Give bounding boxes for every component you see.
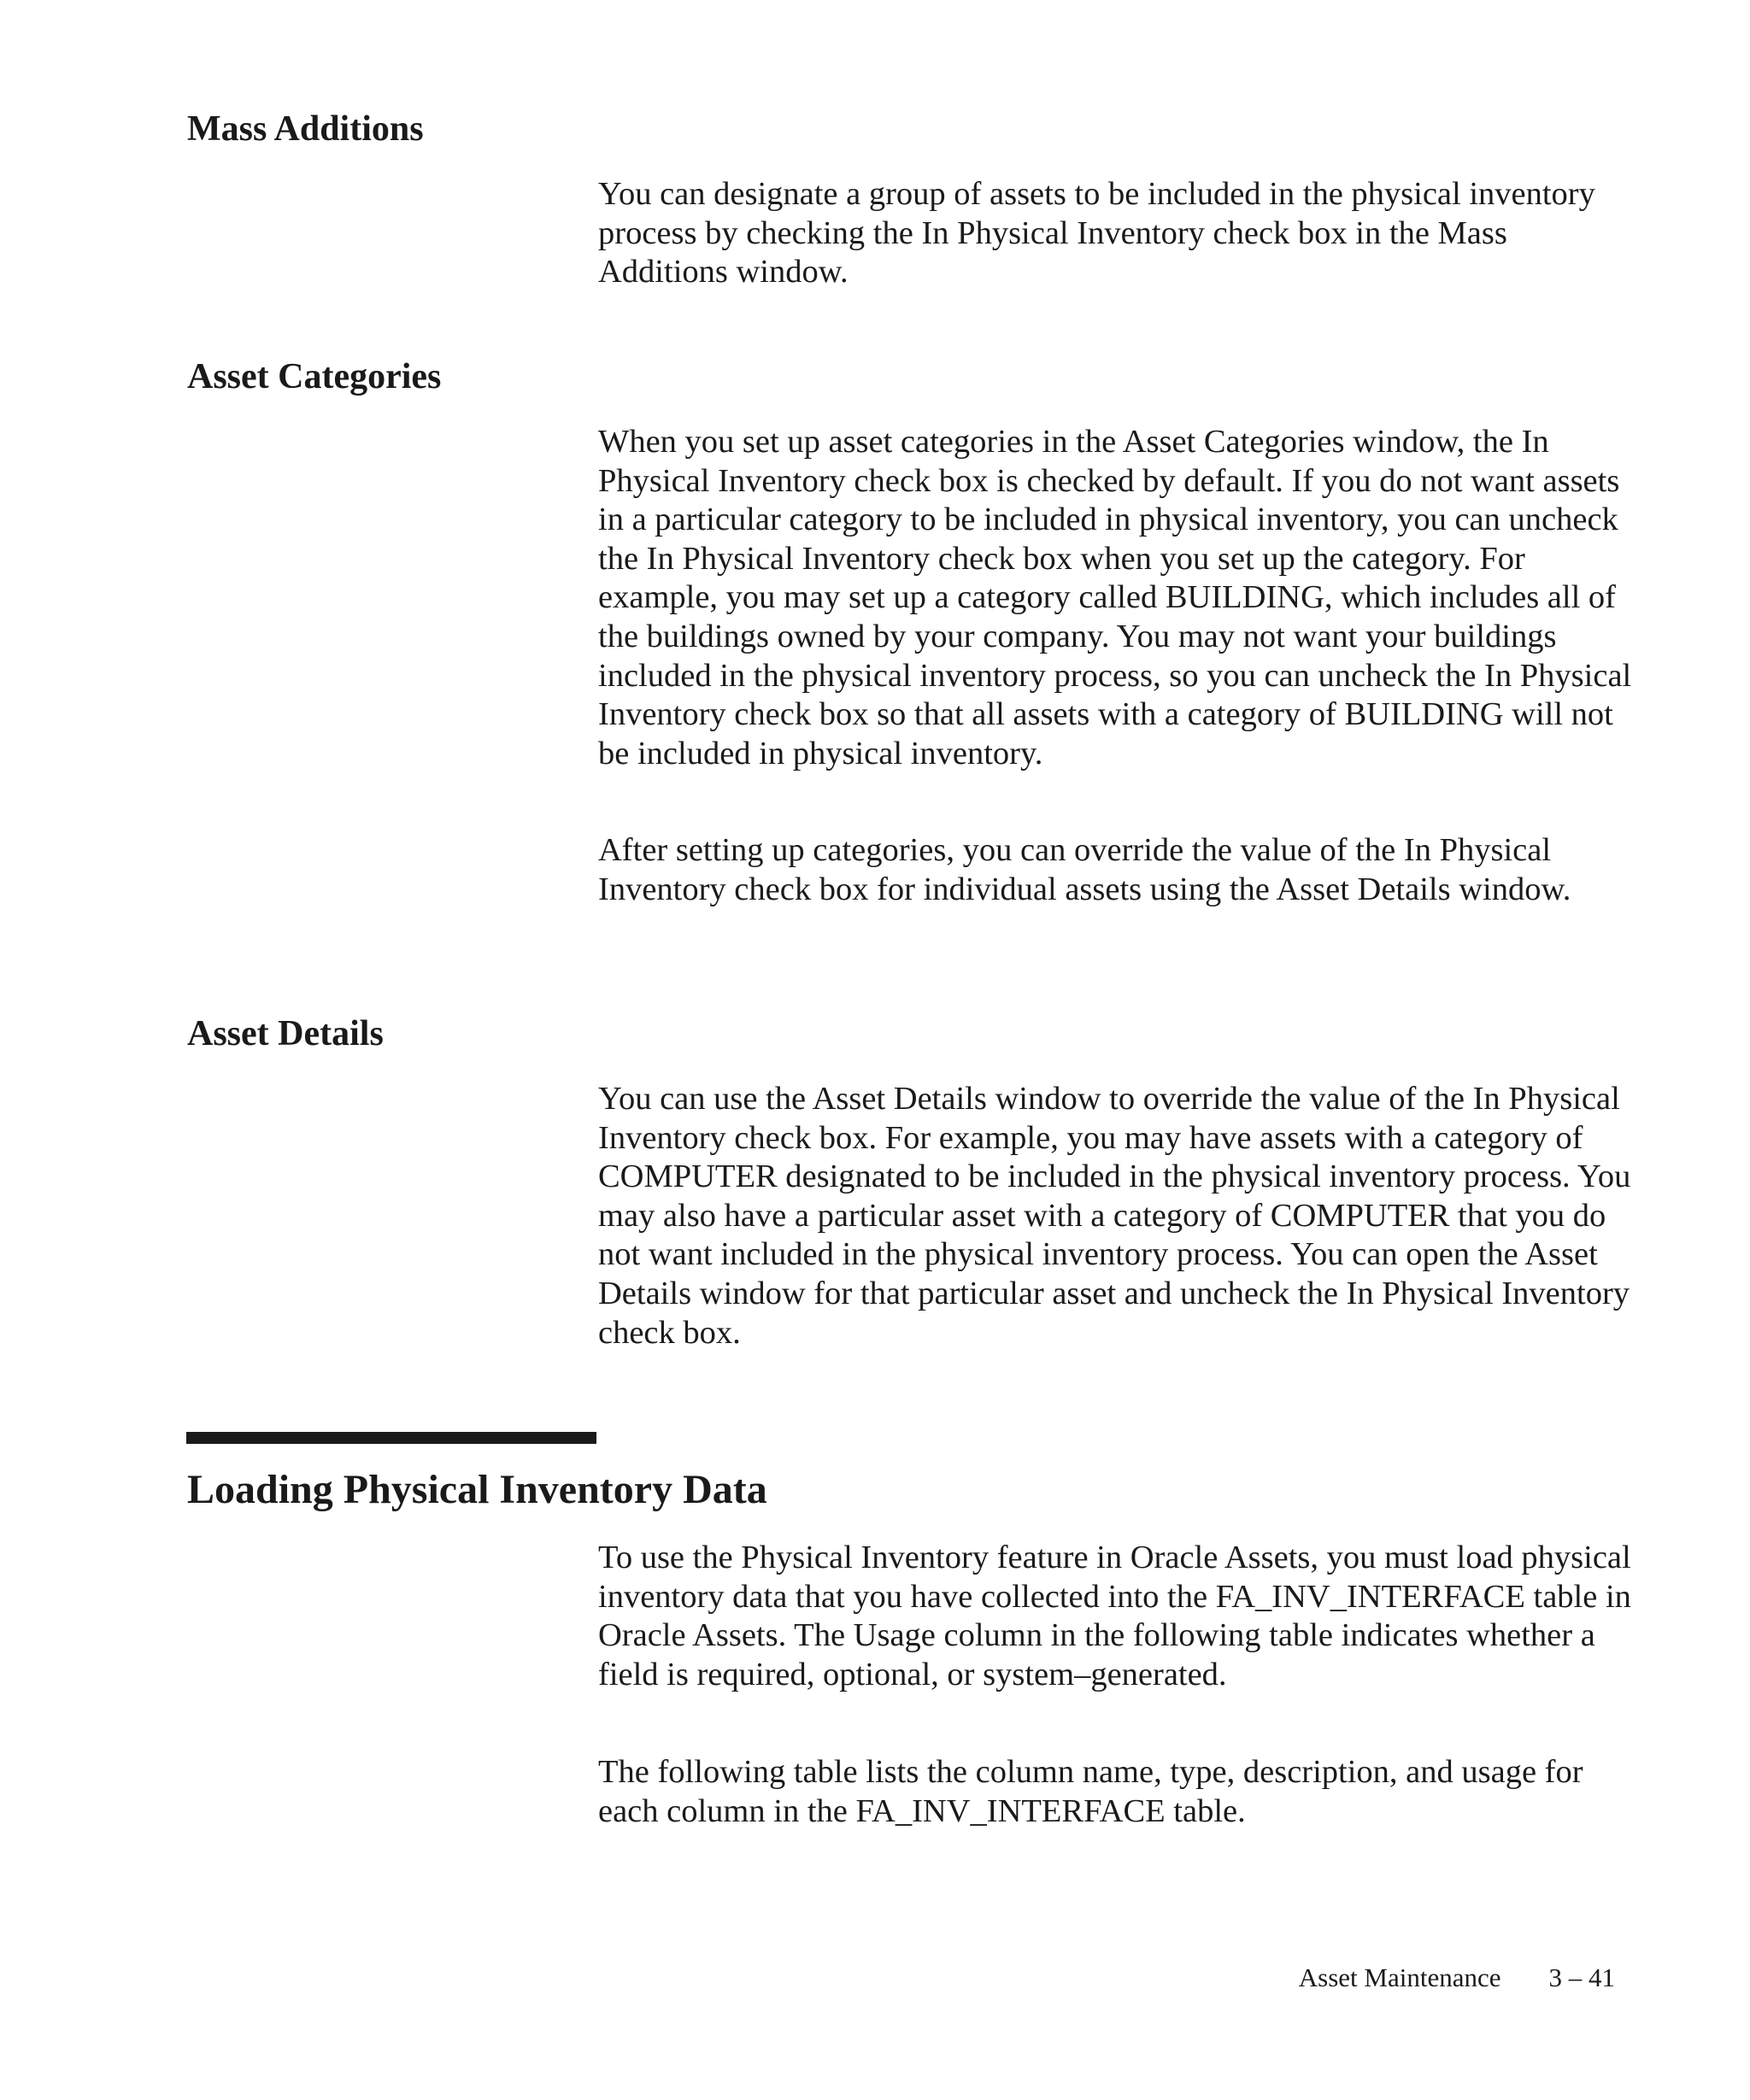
section-heading-asset-categories: Asset Categories — [187, 357, 442, 396]
page-footer — [1273, 1962, 1615, 1993]
asset-categories-paragraph-2: After setting up categories, you can override the value of the In Physical Inventory check box for individual assets using the Asset Details window. — [598, 832, 1571, 907]
section-heading-loading-physical-inventory-data: Loading Physical Inventory Data — [187, 1467, 767, 1512]
loading-data-paragraph-1: To use the Physical Inventory feature in Oracle Assets, you must load physical inventory data that you have collected into the FA_INV_INTERFACE table in Oracle Assets. The Usage column in the following table indicates whether a field is required, optional, or system–generated. — [598, 1540, 1631, 1692]
footer-page-number: 3 – 41 — [1548, 1962, 1615, 1992]
section-heading-asset-details: Asset Details — [187, 1014, 384, 1053]
loading-data-paragraph-2: The following table lists the column name, type, description, and usage for each column in the FA_INV_INTERFACE table. — [598, 1754, 1583, 1829]
footer-chapter-title: Asset Maintenance — [1298, 1962, 1501, 1992]
asset-categories-paragraph-1: When you set up asset categories in the Asset Categories window, the In Physical Inventory check box is checked by default. If you do not want assets in a particular category to be included in physical inventory, you can uncheck the In Physical Inventory check box when you set up the category. For example, you may set up a category called BUILDING, which includes all of the buildings owned by your company. You may not want your buildings included in the physical inventory process, so you can uncheck the In Physical Inventory check box so that all assets with a category of BUILDING will not be included in physical inventory. — [598, 424, 1632, 771]
mass-additions-paragraph: You can designate a group of assets to be included in the physical inventory process by checking the In Physical Inventory check box in the Mass Additions window. — [598, 176, 1595, 290]
asset-details-paragraph: You can use the Asset Details window to override the value of the In Physical Inventory check box. For example, you may have assets with a category of COMPUTER designated to be included in the physical inventory process. You may also have a particular asset with a category of COMPUTER that you do not want included in the physical inventory process. You can open the Asset Details window for that particular asset and uncheck the In Physical Inventory check box. — [598, 1081, 1631, 1351]
section-heading-mass-additions: Mass Additions — [187, 109, 424, 149]
section-divider-rule — [186, 1432, 596, 1444]
